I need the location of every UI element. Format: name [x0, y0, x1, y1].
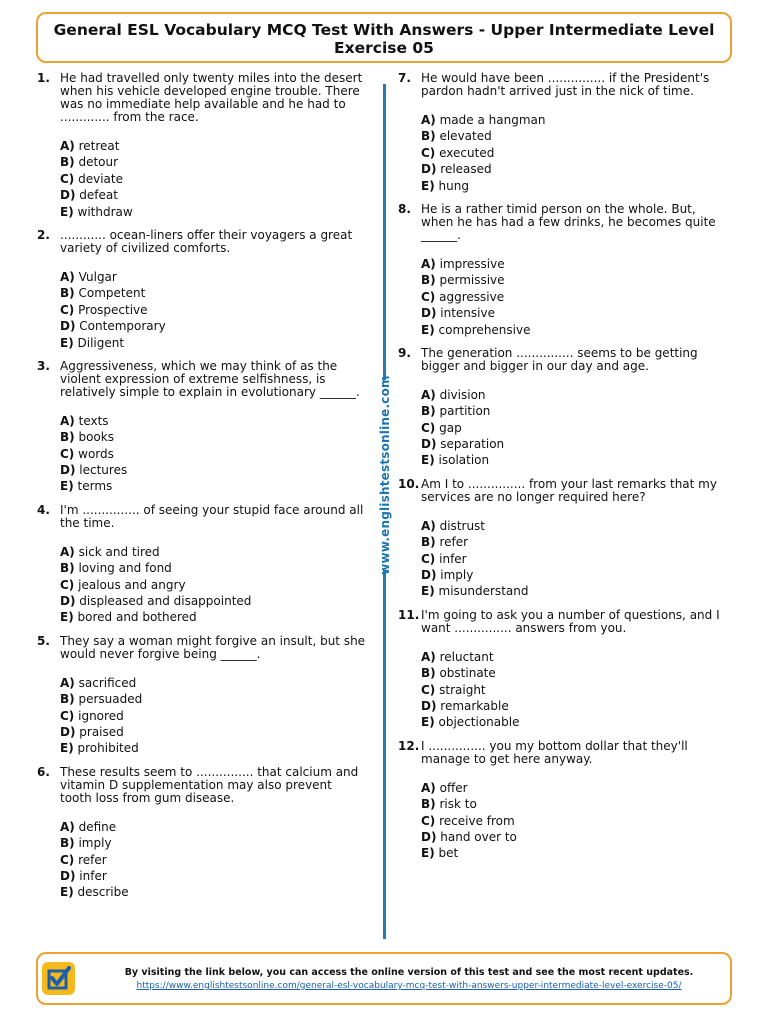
- option-letter: C): [421, 682, 436, 697]
- option-letter: A): [60, 413, 75, 428]
- option-letter: E): [421, 584, 435, 599]
- option-text: partition: [439, 404, 491, 419]
- option-letter: B): [421, 404, 436, 419]
- option-letter: A): [421, 780, 436, 795]
- option-letter: D): [421, 829, 437, 844]
- question-header: [398, 609, 728, 635]
- option-text: bored and bothered: [77, 610, 197, 625]
- question-text: He is a rather timid person on the whole. But, when he has had a few drinks, he becomes quite ______.: [421, 201, 716, 242]
- option-letter: E): [421, 453, 435, 468]
- option-text: refer: [439, 535, 469, 550]
- option-letter: A): [60, 269, 75, 284]
- question-text: I ............... you my bottom dollar that they'll manage to get here anyway.: [421, 738, 688, 766]
- option-text: detour: [78, 155, 119, 170]
- option-letter: C): [421, 420, 436, 435]
- question-item: [398, 740, 728, 862]
- option-text: division: [439, 387, 486, 402]
- option-letter: B): [421, 273, 436, 288]
- option-letter: D): [60, 319, 76, 334]
- question-header: [37, 635, 367, 661]
- questions-column-right: [398, 72, 728, 871]
- option-letter: E): [60, 479, 74, 494]
- answer-option[interactable]: [421, 551, 728, 567]
- option-letter: E): [60, 885, 74, 900]
- footer-message: By visiting the link below, you can access the online version of this test and see the most recent updates.: [124, 967, 694, 978]
- option-text: Contemporary: [79, 319, 166, 334]
- option-text: lectures: [79, 463, 128, 478]
- option-letter: D): [421, 698, 437, 713]
- question-number: 10.: [398, 476, 420, 491]
- answer-option[interactable]: [421, 698, 728, 714]
- question-header: [398, 347, 728, 373]
- option-text: texts: [78, 413, 109, 428]
- question-number: 1.: [37, 71, 50, 85]
- answer-option[interactable]: [60, 187, 367, 203]
- answer-option[interactable]: [421, 796, 728, 812]
- answer-option[interactable]: [60, 446, 367, 462]
- option-text: distrust: [439, 518, 486, 533]
- option-text: define: [78, 819, 117, 834]
- answer-option[interactable]: [60, 544, 367, 560]
- answer-options: [421, 387, 728, 469]
- question-header: [398, 740, 728, 766]
- option-text: deviate: [78, 171, 124, 186]
- answer-option[interactable]: [60, 884, 367, 900]
- question-header: [37, 229, 367, 255]
- option-text: comprehensive: [438, 322, 531, 337]
- option-text: books: [78, 430, 114, 445]
- option-text: risk to: [439, 797, 477, 812]
- answer-options: [60, 413, 367, 495]
- option-letter: E): [60, 204, 74, 219]
- answer-options: [60, 269, 367, 351]
- answer-option[interactable]: [60, 675, 367, 691]
- option-letter: B): [421, 666, 436, 681]
- option-letter: E): [60, 741, 74, 756]
- option-text: remarkable: [440, 698, 509, 713]
- option-text: prohibited: [77, 741, 139, 756]
- option-text: sick and tired: [78, 544, 160, 559]
- option-letter: B): [60, 286, 75, 301]
- option-letter: D): [421, 568, 437, 583]
- answer-option[interactable]: [421, 256, 728, 272]
- answer-option[interactable]: [421, 178, 728, 194]
- answer-option[interactable]: [60, 335, 367, 351]
- answer-option[interactable]: [60, 138, 367, 154]
- option-letter: D): [421, 437, 437, 452]
- option-letter: C): [60, 708, 75, 723]
- answer-option[interactable]: [60, 302, 367, 318]
- option-letter: A): [60, 819, 75, 834]
- option-letter: E): [421, 715, 435, 730]
- option-letter: B): [421, 535, 436, 550]
- question-text: The generation ............... seems to be getting bigger and bigger in our day and age.: [421, 345, 698, 373]
- answer-option[interactable]: [60, 577, 367, 593]
- answer-option[interactable]: [60, 462, 367, 478]
- question-number: 3.: [37, 358, 50, 373]
- question-text: ............ ocean-liners offer their voyagers a great variety of civilized comforts.: [60, 227, 353, 255]
- option-text: obstinate: [439, 666, 496, 681]
- answer-option[interactable]: [421, 829, 728, 845]
- option-letter: E): [60, 335, 74, 350]
- option-text: separation: [440, 437, 505, 452]
- option-text: sacrificed: [78, 675, 137, 690]
- answer-option[interactable]: [421, 145, 728, 161]
- answer-options: [60, 819, 367, 901]
- answer-option[interactable]: [60, 835, 367, 851]
- option-letter: C): [60, 171, 75, 186]
- option-text: bet: [438, 846, 459, 861]
- answer-options: [421, 256, 728, 338]
- answer-option[interactable]: [60, 691, 367, 707]
- answer-option[interactable]: [421, 813, 728, 829]
- page-title: [36, 12, 732, 63]
- answer-options: [421, 518, 728, 600]
- option-letter: D): [60, 463, 76, 478]
- question-text: They say a woman might forgive an insult, but she would never forgive being ______.: [60, 633, 366, 661]
- footer-text: [98, 966, 720, 993]
- option-text: offer: [439, 780, 468, 795]
- option-letter: A): [421, 387, 436, 402]
- option-text: released: [440, 162, 492, 177]
- answer-option[interactable]: [421, 420, 728, 436]
- answer-option[interactable]: [421, 436, 728, 452]
- option-letter: B): [60, 155, 75, 170]
- question-number: 8.: [398, 201, 411, 216]
- option-text: Prospective: [78, 302, 148, 317]
- option-text: Diligent: [77, 335, 125, 350]
- option-text: hung: [438, 178, 469, 193]
- option-text: reluctant: [439, 649, 494, 664]
- question-item: [398, 72, 728, 194]
- option-text: made a hangman: [439, 113, 546, 127]
- option-text: persuaded: [78, 692, 143, 707]
- option-letter: C): [421, 289, 436, 304]
- answer-option[interactable]: [421, 161, 728, 177]
- question-text: I'm ............... of seeing your stupid face around all the time.: [60, 502, 364, 530]
- option-letter: D): [421, 162, 437, 177]
- option-text: withdraw: [77, 204, 133, 219]
- answer-option[interactable]: [421, 583, 728, 599]
- answer-option[interactable]: [421, 112, 728, 128]
- option-text: intensive: [440, 306, 495, 321]
- option-letter: B): [60, 561, 75, 576]
- option-letter: E): [60, 610, 74, 625]
- option-text: words: [78, 446, 114, 461]
- question-item: [37, 72, 367, 220]
- question-item: [37, 766, 367, 901]
- question-header: [37, 72, 367, 124]
- option-text: misunderstand: [438, 584, 529, 599]
- question-number: 12.: [398, 738, 420, 753]
- question-text: I'm going to ask you a number of questions, and I want ............... answers from you.: [421, 607, 720, 635]
- option-text: praised: [79, 724, 124, 739]
- question-item: [398, 203, 728, 338]
- option-text: infer: [439, 551, 467, 566]
- online-test-link[interactable]: https://www.englishtestsonline.com/general-esl-vocabulary-mcq-test-with-answers-upper-intermediate-level-exercise-05/: [136, 981, 682, 991]
- answer-option[interactable]: [60, 593, 367, 609]
- option-letter: C): [421, 551, 436, 566]
- option-letter: D): [421, 306, 437, 321]
- option-text: elevated: [439, 129, 492, 144]
- answer-option[interactable]: [421, 649, 728, 665]
- answer-option[interactable]: [60, 285, 367, 301]
- question-header: [37, 504, 367, 530]
- option-text: hand over to: [440, 829, 517, 844]
- option-letter: E): [421, 178, 435, 193]
- question-number: 2.: [37, 227, 50, 242]
- option-text: Competent: [78, 286, 146, 301]
- option-text: loving and fond: [78, 561, 172, 576]
- answer-option[interactable]: [421, 452, 728, 468]
- answer-option[interactable]: [60, 318, 367, 334]
- answer-option[interactable]: [421, 780, 728, 796]
- answer-option[interactable]: [60, 171, 367, 187]
- question-header: [398, 72, 728, 98]
- answer-option[interactable]: [60, 478, 367, 494]
- answer-option[interactable]: [60, 413, 367, 429]
- option-letter: C): [421, 813, 436, 828]
- option-text: imply: [440, 568, 474, 583]
- option-letter: C): [60, 302, 75, 317]
- answer-option[interactable]: [60, 429, 367, 445]
- option-text: retreat: [78, 139, 120, 153]
- option-letter: A): [60, 139, 75, 153]
- question-number: 7.: [398, 71, 411, 85]
- answer-option[interactable]: [60, 819, 367, 835]
- answer-options: [421, 649, 728, 731]
- option-text: infer: [79, 868, 107, 883]
- answer-option[interactable]: [421, 387, 728, 403]
- question-item: [398, 478, 728, 600]
- answer-option[interactable]: [421, 128, 728, 144]
- question-text: Am I to ............... from your last remarks that my services are no longer required here?: [421, 476, 717, 504]
- answer-option[interactable]: [60, 204, 367, 220]
- option-letter: D): [60, 188, 76, 203]
- answer-option[interactable]: [60, 708, 367, 724]
- option-letter: A): [60, 544, 75, 559]
- answer-option[interactable]: [421, 322, 728, 338]
- title-line-1: General ESL Vocabulary MCQ Test With Answers - Upper Intermediate Level: [53, 21, 715, 39]
- answer-options: [421, 112, 728, 194]
- option-text: receive from: [439, 813, 515, 828]
- option-letter: B): [60, 692, 75, 707]
- option-text: Vulgar: [78, 269, 117, 284]
- option-letter: D): [60, 868, 76, 883]
- footer-box: [36, 952, 732, 1005]
- answer-option[interactable]: [421, 682, 728, 698]
- answer-option[interactable]: [421, 567, 728, 583]
- question-header: [398, 478, 728, 504]
- option-letter: C): [60, 446, 75, 461]
- option-text: describe: [77, 885, 129, 900]
- question-header: [37, 766, 367, 805]
- answer-option[interactable]: [421, 403, 728, 419]
- answer-option[interactable]: [60, 724, 367, 740]
- question-number: 11.: [398, 607, 420, 622]
- answer-option[interactable]: [421, 289, 728, 305]
- option-text: terms: [77, 479, 113, 494]
- answer-options: [60, 675, 367, 757]
- option-text: gap: [439, 420, 462, 435]
- answer-option[interactable]: [60, 154, 367, 170]
- option-text: objectionable: [438, 715, 520, 730]
- answer-options: [60, 138, 367, 220]
- answer-option[interactable]: [421, 272, 728, 288]
- answer-option[interactable]: [60, 852, 367, 868]
- option-letter: E): [421, 846, 435, 861]
- question-number: 4.: [37, 502, 50, 517]
- answer-options: [60, 544, 367, 626]
- question-item: [37, 229, 367, 351]
- question-number: 5.: [37, 633, 50, 648]
- option-letter: A): [421, 649, 436, 664]
- option-letter: C): [60, 577, 75, 592]
- question-text: Aggressiveness, which we may think of as the violent expression of extreme selfishness, is relatively simple to explain in evolutionary ______.: [60, 358, 360, 399]
- answer-option[interactable]: [421, 534, 728, 550]
- question-item: [37, 360, 367, 495]
- question-header: [37, 360, 367, 399]
- option-text: jealous and angry: [78, 577, 186, 592]
- option-text: isolation: [438, 453, 490, 468]
- question-text: These results seem to ............... that calcium and vitamin D supplementation may also prevent tooth loss from gum disease.: [60, 764, 359, 805]
- answer-option[interactable]: [421, 845, 728, 861]
- answer-option[interactable]: [60, 560, 367, 576]
- option-letter: A): [421, 113, 436, 127]
- option-letter: A): [421, 256, 436, 271]
- question-text: He would have been ............... if the President's pardon hadn't arrived just in the nick of time.: [421, 71, 710, 98]
- answer-option[interactable]: [421, 305, 728, 321]
- answer-option[interactable]: [60, 740, 367, 756]
- question-text: He had travelled only twenty miles into the desert when his vehicle developed engine trouble. There was no immediate help available and he had to ............. from the race.: [60, 71, 363, 124]
- option-letter: A): [60, 675, 75, 690]
- option-text: defeat: [79, 188, 118, 203]
- answer-option[interactable]: [60, 868, 367, 884]
- option-letter: B): [421, 797, 436, 812]
- option-letter: D): [60, 724, 76, 739]
- option-text: executed: [439, 145, 495, 160]
- question-number: 6.: [37, 764, 50, 779]
- option-text: aggressive: [439, 289, 505, 304]
- option-text: displeased and disappointed: [79, 594, 252, 609]
- question-item: [37, 635, 367, 757]
- answer-option[interactable]: [60, 269, 367, 285]
- option-letter: E): [421, 322, 435, 337]
- answer-option[interactable]: [421, 665, 728, 681]
- option-text: impressive: [439, 256, 505, 271]
- answer-option[interactable]: [421, 714, 728, 730]
- site-watermark: www.englishtestsonline.com: [378, 375, 392, 575]
- option-letter: D): [60, 594, 76, 609]
- question-number: 9.: [398, 345, 411, 360]
- option-text: imply: [78, 836, 112, 851]
- option-text: permissive: [439, 273, 505, 288]
- option-letter: B): [421, 129, 436, 144]
- answer-option[interactable]: [421, 518, 728, 534]
- answer-options: [421, 780, 728, 862]
- option-letter: B): [60, 430, 75, 445]
- option-text: ignored: [78, 708, 124, 723]
- question-header: [398, 203, 728, 242]
- answer-option[interactable]: [60, 609, 367, 625]
- checkbox-check-icon: [42, 962, 75, 995]
- title-line-2: Exercise 05: [334, 39, 434, 57]
- option-letter: B): [60, 836, 75, 851]
- question-item: [398, 609, 728, 731]
- option-letter: C): [421, 145, 436, 160]
- option-letter: C): [60, 852, 75, 867]
- questions-column-left: [37, 72, 367, 910]
- question-item: [398, 347, 728, 469]
- option-text: straight: [439, 682, 486, 697]
- option-text: refer: [78, 852, 107, 867]
- option-letter: A): [421, 518, 436, 533]
- question-item: [37, 504, 367, 626]
